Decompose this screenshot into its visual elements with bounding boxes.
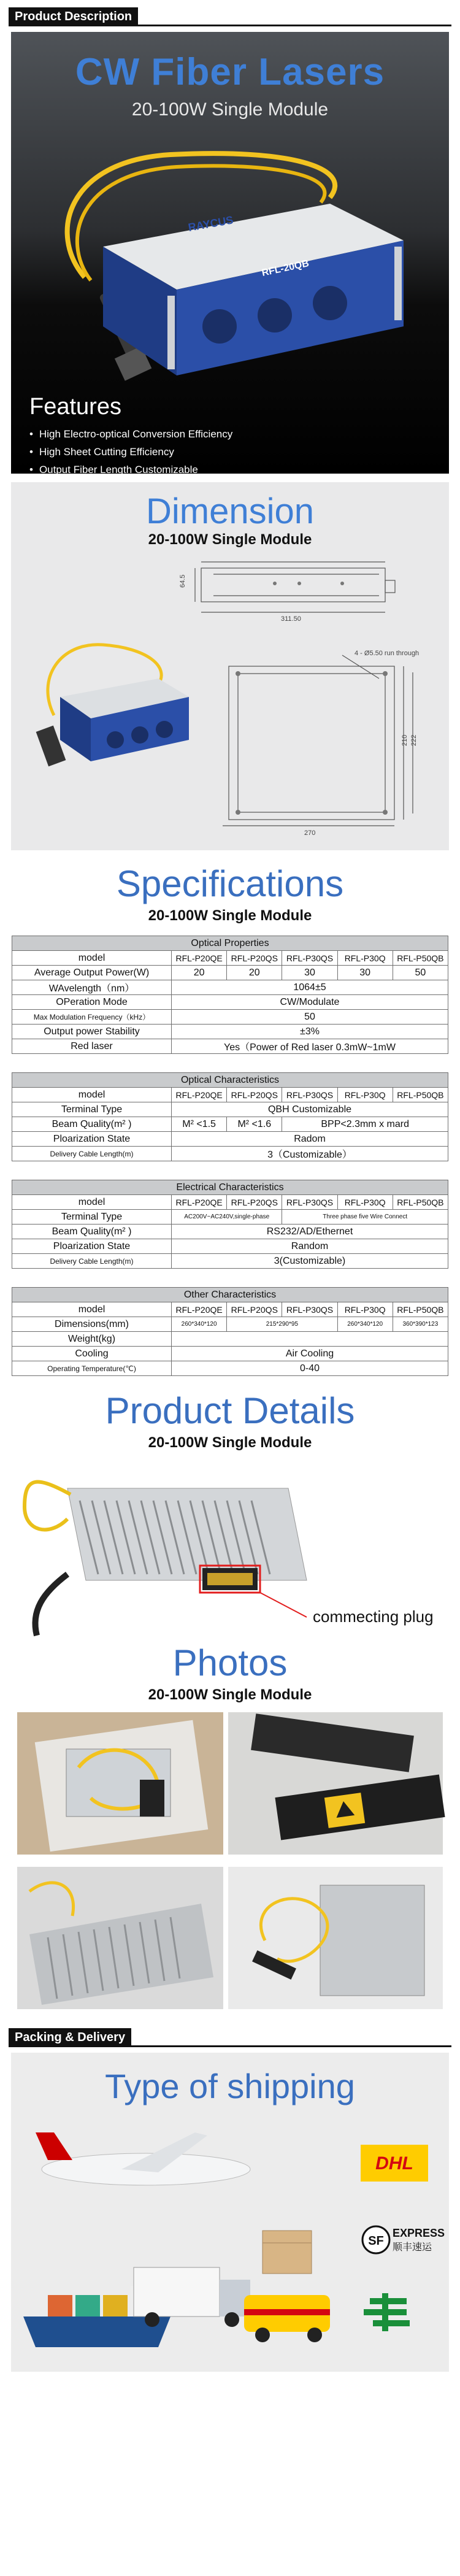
sf-cn-text: 顺丰速运 xyxy=(393,2242,432,2253)
table-cell: M² <1.5 xyxy=(172,1117,227,1132)
row-label: Terminal Type xyxy=(12,1102,172,1117)
section-rule xyxy=(9,25,451,26)
model-cell: RFL-P20QE xyxy=(172,1088,227,1102)
row-label: Cooling xyxy=(12,1347,172,1361)
features-block xyxy=(29,394,232,496)
dimension-product-photo xyxy=(36,645,189,767)
photo-boxed-laser xyxy=(17,1712,223,1855)
table-cell: M² <1.6 xyxy=(227,1117,282,1132)
table-cell: RS232/AD/Ethernet xyxy=(172,1225,448,1239)
sf-mark-text: SF xyxy=(368,2234,384,2248)
model-cell: RFL-P30QS xyxy=(282,1302,337,1317)
table-cell: 50 xyxy=(172,1010,448,1025)
row-label: Dimensions(mm) xyxy=(12,1317,172,1332)
row-label: Terminal Type xyxy=(12,1210,172,1225)
photo-heatsink xyxy=(17,1867,223,2009)
row-label: Operating Temperature(℃) xyxy=(12,1361,172,1376)
row-label: Beam Quality(m² ) xyxy=(12,1225,172,1239)
dim-width-label: 270 xyxy=(304,829,316,837)
section-rule xyxy=(9,2045,451,2047)
hero-subtitle: 20-100W Single Module xyxy=(131,99,329,120)
model-cell: RFL-P30Q xyxy=(337,1088,393,1102)
row-label: model xyxy=(12,1302,172,1317)
china-post-logo xyxy=(364,2293,410,2331)
shipping-title: Type of shipping xyxy=(105,2067,355,2105)
hero-banner xyxy=(11,32,449,474)
dimension-panel xyxy=(11,482,449,850)
feature-item: • Output Fiber Length Customizable xyxy=(29,461,232,479)
dhl-logo xyxy=(361,2145,428,2182)
table-header: Optical Properties xyxy=(12,936,448,951)
electrical-characteristics-table xyxy=(12,1180,448,1269)
model-cell: RFL-P20QS xyxy=(227,1195,282,1210)
row-label: model xyxy=(12,951,172,966)
model-cell: RFL-P30Q xyxy=(337,1195,393,1210)
sf-express-text: EXPRESS xyxy=(393,2227,445,2239)
hero-title: CW Fiber Lasers xyxy=(75,51,385,93)
table-header: Optical Characteristics xyxy=(12,1073,448,1088)
dim-length-label: 311.50 xyxy=(281,615,301,623)
table-cell: AC200V~AC240V,single-phase xyxy=(172,1210,282,1225)
dimension-drawing xyxy=(11,482,449,850)
model-cell: RFL-P30QS xyxy=(282,951,337,966)
product-details-subtitle: 20-100W Single Module xyxy=(148,1434,312,1451)
model-cell: RFL-P30Q xyxy=(337,1302,393,1317)
dimension-subtitle: 20-100W Single Module xyxy=(148,531,312,548)
row-label: Red laser xyxy=(12,1039,172,1054)
package-box-icon xyxy=(263,2231,312,2274)
section-tab-label: Product Description xyxy=(9,7,138,26)
model-badge-text: RFL-20QB xyxy=(261,258,310,279)
dhl-logo-text: DHL xyxy=(375,2153,413,2174)
table-cell: CW/Modulate xyxy=(172,995,448,1010)
table-cell: 1064±5 xyxy=(172,980,448,995)
model-cell: RFL-P50QB xyxy=(393,1195,448,1210)
table-header: Other Characteristics xyxy=(12,1288,448,1302)
photos-title: Photos xyxy=(172,1642,288,1683)
model-cell: RFL-P30QS xyxy=(282,1195,337,1210)
row-label: Delivery Cable Length(m) xyxy=(12,1254,172,1269)
model-cell: RFL-P30QS xyxy=(282,1088,337,1102)
row-label: Beam Quality(m² ) xyxy=(12,1117,172,1132)
table-cell: Radom xyxy=(172,1132,448,1147)
table-cell: 50 xyxy=(393,966,448,980)
model-cell: RFL-P50QB xyxy=(393,1302,448,1317)
shipping-panel xyxy=(11,2053,449,2372)
features-heading: Features xyxy=(29,394,121,420)
model-cell: RFL-P20QS xyxy=(227,1302,282,1317)
table-cell xyxy=(172,1332,448,1347)
brand-logo-text: RAYCUS xyxy=(187,213,234,234)
table-cell: 360*390*123 xyxy=(393,1317,448,1332)
table-cell: Air Cooling xyxy=(172,1347,448,1361)
model-cell: RFL-P20QE xyxy=(172,951,227,966)
model-cell: RFL-P50QB xyxy=(393,1088,448,1102)
connecting-plug-callout: commecting plug xyxy=(313,1607,434,1626)
model-cell: RFL-P20QE xyxy=(172,1302,227,1317)
optical-characteristics-table xyxy=(12,1072,448,1161)
row-label: model xyxy=(12,1195,172,1210)
other-characteristics-table xyxy=(12,1287,448,1376)
specifications-subtitle: 20-100W Single Module xyxy=(148,907,312,924)
table-cell: 20 xyxy=(227,966,282,980)
model-cell: RFL-P50QB xyxy=(393,951,448,966)
table-cell: 3(Customizable) xyxy=(172,1254,448,1269)
row-label: Average Output Power(W) xyxy=(12,966,172,980)
delivery-van-icon xyxy=(244,2295,330,2342)
table-cell: ±3% xyxy=(172,1025,448,1039)
table-cell: 20 xyxy=(172,966,227,980)
sf-express-logo xyxy=(362,2226,445,2253)
section-tab-label: Packing & Delivery xyxy=(9,2028,131,2047)
model-cell: RFL-P20QS xyxy=(227,951,282,966)
table-cell: 3（Customizable） xyxy=(172,1147,448,1161)
optical-properties-table xyxy=(12,936,448,1054)
dim-depth-total: 222 xyxy=(410,734,418,746)
table-cell: 215*290*95 xyxy=(227,1317,337,1332)
table-cell: 260*340*120 xyxy=(172,1317,227,1332)
fiber-laser-product-image xyxy=(11,124,449,382)
row-label: Weight(kg) xyxy=(12,1332,172,1347)
dim-depth-inner: 210 xyxy=(401,734,408,746)
product-detail-image xyxy=(0,1451,460,1642)
row-label: Ploarization State xyxy=(12,1132,172,1147)
row-label: Delivery Cable Length(m) xyxy=(12,1147,172,1161)
model-cell: RFL-P20QE xyxy=(172,1195,227,1210)
dim-hole-note: 4 - Ø5.50 run through xyxy=(355,650,420,657)
photo-output-head xyxy=(228,1712,443,1855)
table-cell: QBH Customizable xyxy=(172,1102,448,1117)
product-details-figure xyxy=(0,1451,460,1642)
product-details-title: Product Details xyxy=(105,1390,355,1431)
photos-grid xyxy=(0,1712,460,2016)
photos-subtitle: 20-100W Single Module xyxy=(148,1686,312,1703)
airplane-icon xyxy=(36,2132,250,2185)
table-cell: 0-40 xyxy=(172,1361,448,1376)
row-label: Ploarization State xyxy=(12,1239,172,1254)
dim-height-label: 64.5 xyxy=(179,574,186,588)
table-header: Electrical Characteristics xyxy=(12,1180,448,1195)
table-cell: 260*340*120 xyxy=(337,1317,393,1332)
section-tab-product-description xyxy=(0,0,460,27)
table-cell: Three phase five Wire Connect xyxy=(282,1210,448,1225)
feature-item: • High Electro-optical Conversion Efficiency xyxy=(29,425,232,443)
row-label: WAvelength（nm） xyxy=(12,980,172,995)
specifications-title: Specifications xyxy=(116,863,344,904)
row-label: Max Modulation Frequency（kHz） xyxy=(12,1010,172,1025)
dimension-title: Dimension xyxy=(146,491,314,531)
table-cell: Yes（Power of Red laser 0.3mW~1mW xyxy=(172,1039,448,1054)
model-cell: RFL-P20QS xyxy=(227,1088,282,1102)
model-cell: RFL-P30Q xyxy=(337,951,393,966)
truck-icon xyxy=(134,2267,250,2327)
section-tab-packing xyxy=(0,2021,460,2048)
feature-item: • High Sheet Cutting Efficiency xyxy=(29,443,232,461)
table-cell: BPP<2.3mm x mard xyxy=(282,1117,448,1132)
row-label: model xyxy=(12,1088,172,1102)
table-cell: 30 xyxy=(337,966,393,980)
row-label: Output power Stability xyxy=(12,1025,172,1039)
row-label: OPeration Mode xyxy=(12,995,172,1010)
table-cell: Random xyxy=(172,1239,448,1254)
table-cell: 30 xyxy=(282,966,337,980)
shipping-illustration xyxy=(11,2053,449,2372)
photo-top-view xyxy=(228,1867,443,2009)
